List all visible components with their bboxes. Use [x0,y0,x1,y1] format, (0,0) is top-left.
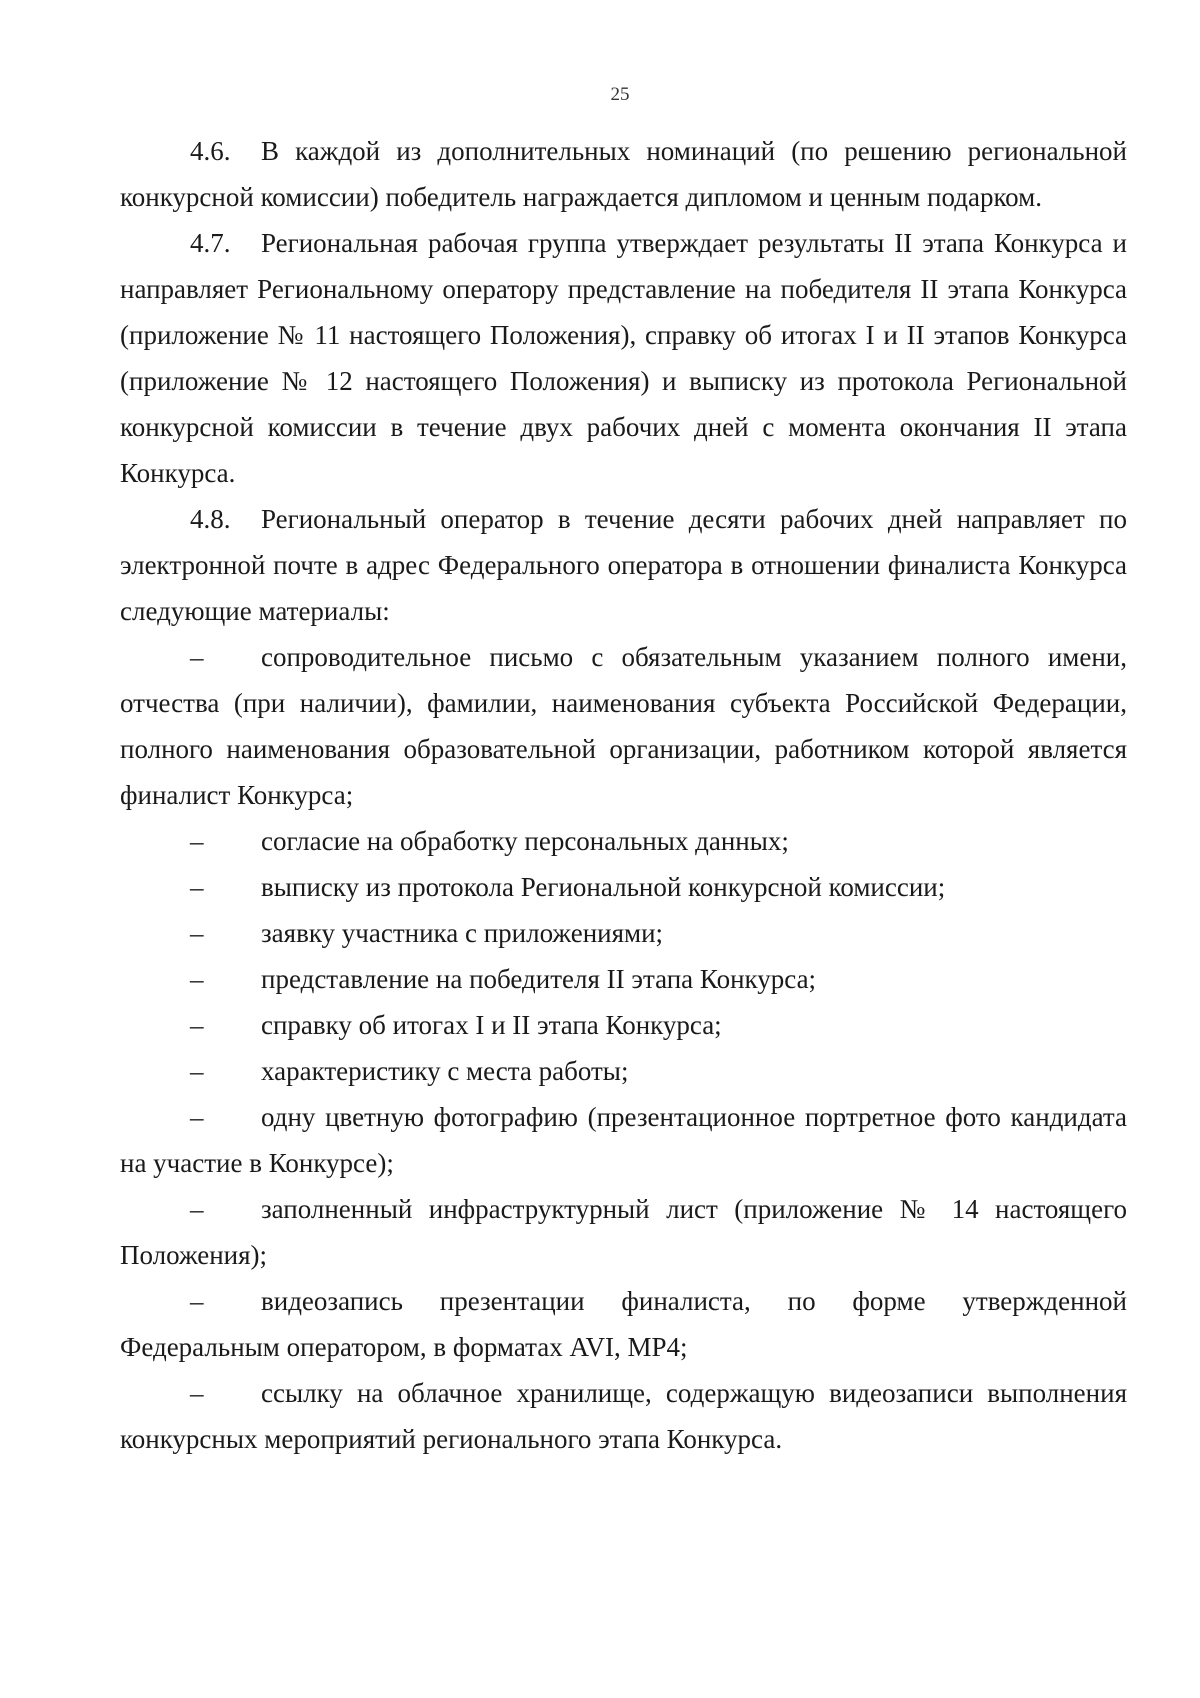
paragraph-number: 4.8. [190,504,231,534]
list-item [120,818,1127,864]
list-item-text: видеозапись презентации финалиста, по форме утвержденной Федеральным оператором, в форматах AVI, MP4; [120,1286,1127,1362]
list-item [120,910,1127,956]
list-item [120,1278,1127,1370]
list-item [120,1048,1127,1094]
list-dash: – [190,1102,204,1132]
list-item-text: характеристику с места работы; [261,1056,629,1086]
page-number: 25 [610,84,630,105]
paragraph-text: Региональная рабочая группа утверждает результаты II этапа Конкурса и направляет Региональному оператору представление на победителя II этапа Конкурса (приложение № 11 настоящего Положения), справку об итогах I и II этапов Конкурса (приложение № 12 настоящего Положения) и выписку из протокола Региональной конкурсной комиссии в течение двух рабочих дней с момента окончания II этапа Конкурса. [120,228,1127,488]
list-item-text: согласие на обработку персональных данных; [261,826,789,856]
list-dash: – [190,1010,204,1040]
list-dash: – [190,918,204,948]
list-item-text: заполненный инфраструктурный лист (приложение № 14 настоящего Положения); [120,1194,1127,1270]
list-item-text: заявку участника с приложениями; [261,918,664,948]
list-item [120,1094,1127,1186]
paragraph-number: 4.7. [190,228,231,258]
list-item-text: одну цветную фотографию (презентационное портретное фото кандидата на участие в Конкурсе); [120,1102,1127,1178]
list-item [120,956,1127,1002]
list-item [120,1186,1127,1278]
paragraph-4-6 [120,128,1127,220]
list-dash: – [190,964,204,994]
list-dash: – [190,1286,204,1316]
list-dash: – [190,872,204,902]
list-item-text: справку об итогах I и II этапа Конкурса; [261,1010,722,1040]
list-dash: – [190,1194,204,1224]
paragraph-text: Региональный оператор в течение десяти рабочих дней направляет по электронной почте в адрес Федерального оператора в отношении финалиста Конкурса следующие материалы: [120,504,1127,626]
list-item [120,634,1127,818]
list-dash: – [190,1056,204,1086]
list-item [120,1370,1127,1462]
paragraph-4-8 [120,496,1127,634]
list-item-text: сопроводительное письмо с обязательным указанием полного имени, отчества (при наличии), фамилии, наименования субъекта Российской Федерации, полного наименования образовательной организации, работником которой является финалист Конкурса; [120,642,1127,810]
list-item-text: ссылку на облачное хранилище, содержащую видеозаписи выполнения конкурсных мероприятий регионального этапа Конкурса. [120,1378,1127,1454]
paragraph-number: 4.6. [190,136,231,166]
list-dash: – [190,1378,204,1408]
list-item-text: выписку из протокола Региональной конкурсной комиссии; [261,872,946,902]
list-item [120,864,1127,910]
paragraph-4-7 [120,220,1127,496]
list-item [120,1002,1127,1048]
document-body [120,128,1127,1462]
paragraph-text: В каждой из дополнительных номинаций (по решению региональной конкурсной комиссии) победитель награждается дипломом и ценным подарком. [120,136,1127,212]
list-dash: – [190,826,204,856]
list-item-text: представление на победителя II этапа Конкурса; [261,964,817,994]
materials-list [120,634,1127,1462]
list-dash: – [190,642,204,672]
